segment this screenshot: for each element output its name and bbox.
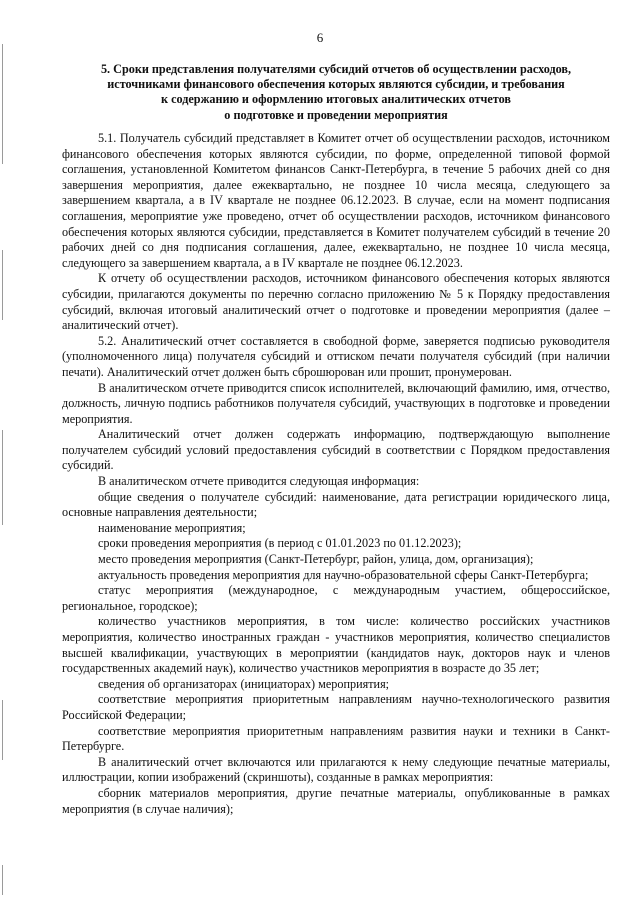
paragraph-attached-materials: В аналитический отчет включаются или прилагаются к нему следующие печатные материалы, иллюстрации, копии изображений (скриншоты), созданные в рамках мероприятия: [62,754,610,785]
paragraph-5-1-submission-terms: 5.1. Получатель субсидий представляет в Комитет отчет об осуществлении расходов, источником финансового обеспечения которых являются субсидии, по форме, определенной типовой формой соглашения, установленной Комитетом финансов Санкт-Петербурга, в течение 5 рабочих дней со дня завершения мероприятия, далее ежеквартально, не позднее 10 числа месяца, следующего за завершением квартала, а в IV квартале не позднее 06.12.2023. В случае, если на момент подписания соглашения, мероприятие уже проведено, отчет об осуществлении расходов, источником финансового обеспечения которых являются субсидии, представляется в Комитет получателем субсидий в течение 20 рабочих дней со дня подписания соглашения, далее, ежеквартально, не позднее 10 числа месяца, следующего за завершением квартала, а в IV квартале не позднее 06.12.2023. [62,131,610,270]
list-item-general-info: общие сведения о получателе субсидий: наименование, дата регистрации юридического лица, основные направления деятельности; [62,489,610,520]
left-margin-mark [2,250,3,320]
list-item-organizers: сведения об организаторах (инициаторах) мероприятия; [98,676,390,691]
section-heading [62,62,610,123]
list-item-event-relevance: актуальность проведения мероприятия для научно-образовательной сферы Санкт-Петербурга; [98,567,589,582]
left-margin-mark [2,700,3,760]
list-item-proceedings: сборник материалов мероприятия, другие печатные материалы, опубликованные в рамках мероприятия (в случае наличия); [62,785,610,816]
section-heading-line: к содержанию и оформлению итоговых аналитических отчетов [161,92,511,107]
list-item-event-dates: сроки проведения мероприятия (в период с 01.01.2023 по 01.12.2023); [98,536,462,551]
left-margin-mark [2,44,3,164]
paragraph-5-2-report-format: 5.2. Аналитический отчет составляется в свободной форме, заверяется подписью руководителя (уполномоченного лица) получателя субсидий и оттиском печати получателя субсидий (при наличии печати). Аналитический отчет должен быть сброшюрован или прошит, пронумерован. [62,333,610,379]
page-number: 6 [316,30,324,45]
paragraph-info-intro: В аналитическом отчете приводится следующая информация: [98,474,420,489]
left-margin-mark [2,430,3,525]
paragraph-compliance-info: Аналитический отчет должен содержать информацию, подтверждающую выполнение получателем субсидий условий предоставления субсидий в соответствии с Порядком предоставления субсидий. [62,427,610,473]
list-item-event-status: статус мероприятия (международное, с международным участием, общероссийское, региональное, городское); [62,583,610,613]
list-item-federal-priorities: соответствие мероприятия приоритетным направлениям научно-технологического развития Российской Федерации; [62,692,610,722]
section-heading-line: 5. Сроки представления получателями субсидий отчетов об осуществлении расходов, [100,62,572,76]
section-heading-line: источниками финансового обеспечения которых являются субсидии, и требования [107,77,565,92]
left-margin-mark [2,865,3,895]
paragraph-executors-list: В аналитическом отчете приводится список исполнителей, включающий фамилию, имя, отчество, должность, личную подпись работников получателя субсидий, участвующих в подготовке и проведении мероприятия. [62,380,610,426]
section-heading-line: о подготовке и проведении мероприятия [224,107,448,122]
document-body [62,131,610,817]
list-item-event-location: место проведения мероприятия (Санкт-Петербург, район, улица, дом, организация); [98,552,534,567]
paragraph-report-attachments: К отчету об осуществлении расходов, источником финансового обеспечения которых являются субсидии, прилагаются документы по перечню согласно приложению № 5 к Порядку предоставления субсидий, включая итоговый аналитический отчет о подготовке и проведении мероприятия (далее – аналитический отчет). [62,271,610,333]
list-item-participants-count: количество участников мероприятия, в том числе: количество российских участников мероприятия, количество иностранных граждан - участников мероприятия, количество специалистов высшей квалификации, участвующих в мероприятии (кандидатов наук, докторов наук и членов государственных академий наук), количество участников мероприятия в возрасте до 35 лет; [62,614,610,676]
list-item-event-name: наименование мероприятия; [98,520,246,535]
list-item-city-priorities: соответствие мероприятия приоритетным направлениям развития науки и техники в Санкт-Петербурге. [62,723,610,754]
